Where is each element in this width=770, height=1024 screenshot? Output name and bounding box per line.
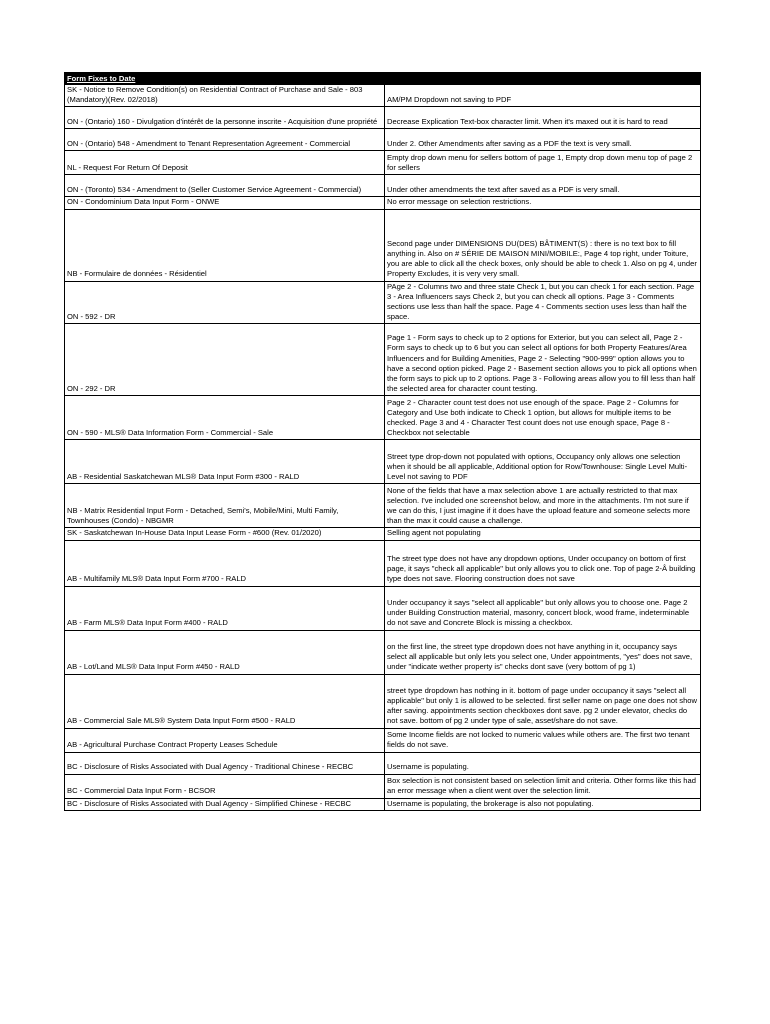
issue-description-cell: Box selection is not consistent based on selection limit and criteria. Other forms like this had an error message when a client went over the selection limit.: [385, 774, 701, 798]
form-name-cell: AB - Residential Saskatchewan MLS® Data Input Form #300 - RALD: [65, 440, 385, 484]
issue-description-cell: The street type does not have any dropdown options, Under occupancy on bottom of first page, it says "check all applicable" but only allows you to click one. Top of page 2-Â building type does not save. Flooring construction does not save: [385, 540, 701, 586]
form-name-cell: NB - Formulaire de données - Résidentiel: [65, 209, 385, 281]
header-blank-cell: [385, 73, 701, 85]
form-name-cell: ON - 590 - MLS® Data Information Form - Commercial - Sale: [65, 396, 385, 440]
issue-description-cell: Under 2. Other Amendments after saving as a PDF the text is very small.: [385, 129, 701, 151]
issue-description-cell: Decrease Explication Text-box character limit. When it's maxed out it is hard to read: [385, 107, 701, 129]
table-row: [65, 281, 701, 324]
table-row: [65, 630, 701, 674]
issue-description-cell: Empty drop down menu for sellers bottom of page 1, Empty drop down menu top of page 2 for sellers: [385, 151, 701, 175]
table-row: [65, 484, 701, 528]
issue-description-cell: Some Income fields are not locked to numeric values while others are. The first two tenant fields do not save.: [385, 728, 701, 752]
issue-description-cell: Username is populating.: [385, 752, 701, 774]
issue-description-cell: Page 2 - Character count test does not use enough of the space. Page 2 - Columns for Category and Use both indicate to Check 1 option, but allows for multiple items to be checked. Page 3 and 4 - Character Test count does not use enough space, Page 8 - Checkbox not selectable: [385, 396, 701, 440]
form-name-cell: ON - (Toronto) 534 - Amendment to (Seller Customer Service Agreement - Commercial): [65, 175, 385, 197]
issue-description-cell: Second page under DIMENSIONS DU(DES) BÂTIMENT(S) : there is no text box to fill anything in. Also on # SÉRIE DE MAISON MINI/MOBILE:, Page 4 top right, under Toiture, you are able to click all the check boxes, only should be able to check 1. Also on pg 4, under Property Excludes, it is very very small.: [385, 209, 701, 281]
form-name-cell: BC - Disclosure of Risks Associated with Dual Agency - Simplified Chinese - RECBC: [65, 798, 385, 810]
table-row: [65, 209, 701, 281]
form-name-cell: AB - Agricultural Purchase Contract Property Leases Schedule: [65, 728, 385, 752]
table-row: [65, 175, 701, 197]
form-name-cell: SK - Notice to Remove Condition(s) on Residential Contract of Purchase and Sale - 803 (Mandatory)(Rev. 02/2018): [65, 85, 385, 107]
form-fixes-table: [64, 72, 701, 811]
form-name-cell: ON - 292 - DR: [65, 324, 385, 396]
table-row: [65, 440, 701, 484]
table-row: [65, 774, 701, 798]
table-row: [65, 528, 701, 540]
form-name-cell: ON - 592 - DR: [65, 281, 385, 324]
table-row: [65, 752, 701, 774]
table-row: [65, 197, 701, 209]
form-name-cell: AB - Commercial Sale MLS® System Data Input Form #500 - RALD: [65, 674, 385, 728]
issue-description-cell: Under occupancy it says "select all applicable" but only allows you to choose one. Page 2 under Building Construction material, masonry, concert block, wood frame, indeterminable do not save and Concrete Block is missing a checkbox.: [385, 586, 701, 630]
table-row: [65, 798, 701, 810]
issue-description-cell: Page 1 - Form says to check up to 2 options for Exterior, but you can select all, Page 2 - Form says to check up to 6 but you can select all options for both Property Features/Area Influencers and for Building Amenities, Page 2 - Selecting "900-999" option allows you to have a second option picked. Page 2 - Basement section allows you to pick all options when the form says to pick up to 2 options. Page 3 - Following areas allow you to fill less than half the selected area for character count testing.: [385, 324, 701, 396]
issue-description-cell: AM/PM Dropdown not saving to PDF: [385, 85, 701, 107]
form-name-cell: AB - Multifamily MLS® Data Input Form #700 - RALD: [65, 540, 385, 586]
table-row: [65, 151, 701, 175]
form-name-cell: ON - (Ontario) 548 - Amendment to Tenant Representation Agreement - Commercial: [65, 129, 385, 151]
issue-description-cell: Street type drop-down not populated with options, Occupancy only allows one selection when it should be all applicable, Additional option for Row/Townhouse: Single Level Multi-Level not saving to PDF: [385, 440, 701, 484]
issue-description-cell: street type dropdown has nothing in it. bottom of page under occupancy it says "select all applicable" but only 1 is allowed to be selected. first seller name on page one does not show after saving. appointments section checkboxes dont save. pg 2 under elevator, checks do not save. bottom of pg 2 under type of sale, asset/share do not save.: [385, 674, 701, 728]
issue-description-cell: Under other amendments the text after saved as a PDF is very small.: [385, 175, 701, 197]
issue-description-cell: Username is populating, the brokerage is also not populating.: [385, 798, 701, 810]
issue-description-cell: PAge 2 - Columns two and three state Check 1, but you can check 1 for each section. Page 3 - Area Influencers says Check 2, but you can check all options. Page 3 - Comments sections use less than half the space. Page 4 - Comments section uses less than half the space.: [385, 281, 701, 324]
form-name-cell: AB - Farm MLS® Data Input Form #400 - RALD: [65, 586, 385, 630]
table-row: [65, 107, 701, 129]
form-name-cell: AB - Lot/Land MLS® Data Input Form #450 - RALD: [65, 630, 385, 674]
table-row: [65, 674, 701, 728]
form-name-cell: NB - Matrix Residential Input Form - Detached, Semi's, Mobile/Mini, Multi Family, Townhouses (Condo) - NBGMR: [65, 484, 385, 528]
issue-description-cell: Selling agent not populating: [385, 528, 701, 540]
form-name-cell: BC - Disclosure of Risks Associated with Dual Agency - Traditional Chinese - RECBC: [65, 752, 385, 774]
form-name-cell: SK - Saskatchewan In-House Data Input Lease Form - #600 (Rev. 01/2020): [65, 528, 385, 540]
issue-description-cell: on the first line, the street type dropdown does not have anything in it, occupancy says select all applicable but only lets you select one, Under appointments, "yes" does not save, under "indicate wether property is" checks dont save (very bottom of pg 1): [385, 630, 701, 674]
table-row: [65, 540, 701, 586]
header-row: [65, 73, 701, 85]
issue-description-cell: No error message on selection restrictions.: [385, 197, 701, 209]
table-title: Form Fixes to Date: [65, 73, 385, 85]
table-row: [65, 129, 701, 151]
issue-description-cell: None of the fields that have a max selection above 1 are actually restricted to that max selection. I've included one screenshot below, and more in the attachments. I'm not sure if we can do this, I just imagine if it does have the upload feature and someone selects more than the max it could cause a challenge.: [385, 484, 701, 528]
form-name-cell: ON - (Ontario) 160 - Divulgation d'intérêt de la personne inscrite - Acquisition d'une propriété: [65, 107, 385, 129]
table-row: [65, 396, 701, 440]
form-name-cell: NL - Request For Return Of Deposit: [65, 151, 385, 175]
form-name-cell: BC - Commercial Data Input Form - BCSOR: [65, 774, 385, 798]
form-name-cell: ON - Condominium Data Input Form - ONWE: [65, 197, 385, 209]
table-row: [65, 586, 701, 630]
table-row: [65, 85, 701, 107]
table-row: [65, 324, 701, 396]
table-row: [65, 728, 701, 752]
